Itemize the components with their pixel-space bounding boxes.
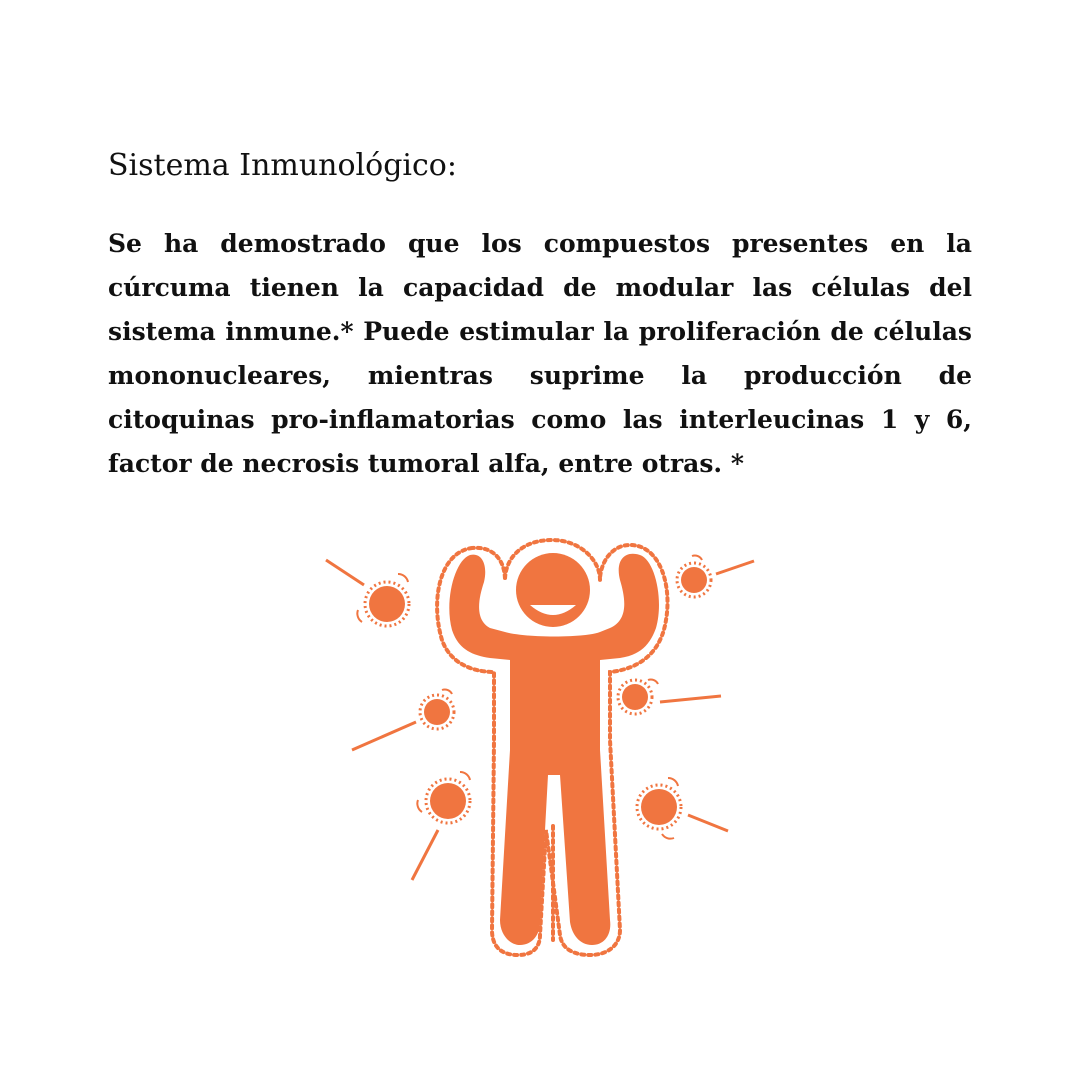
germ-icon xyxy=(637,778,728,839)
germ-icon xyxy=(618,679,721,714)
section-title: Sistema Inmunológico: xyxy=(108,148,457,183)
germ-icon xyxy=(352,689,454,750)
germ-icon xyxy=(412,772,470,880)
happy-person-immune-shield-icon xyxy=(320,535,760,960)
germ-icon xyxy=(326,560,409,626)
germ-icon xyxy=(677,555,754,597)
body-paragraph: Se ha demostrado que los compuestos presentes en la cúrcuma tienen la capacidad de modular las células del sistema inmune.* Puede estimular la proliferación de células mononucleares, mientras suprime la producción de citoquinas pro-inflamatorias como las interleucinas 1 y 6, factor de necrosis tumoral alfa, entre otras. * xyxy=(108,229,972,478)
